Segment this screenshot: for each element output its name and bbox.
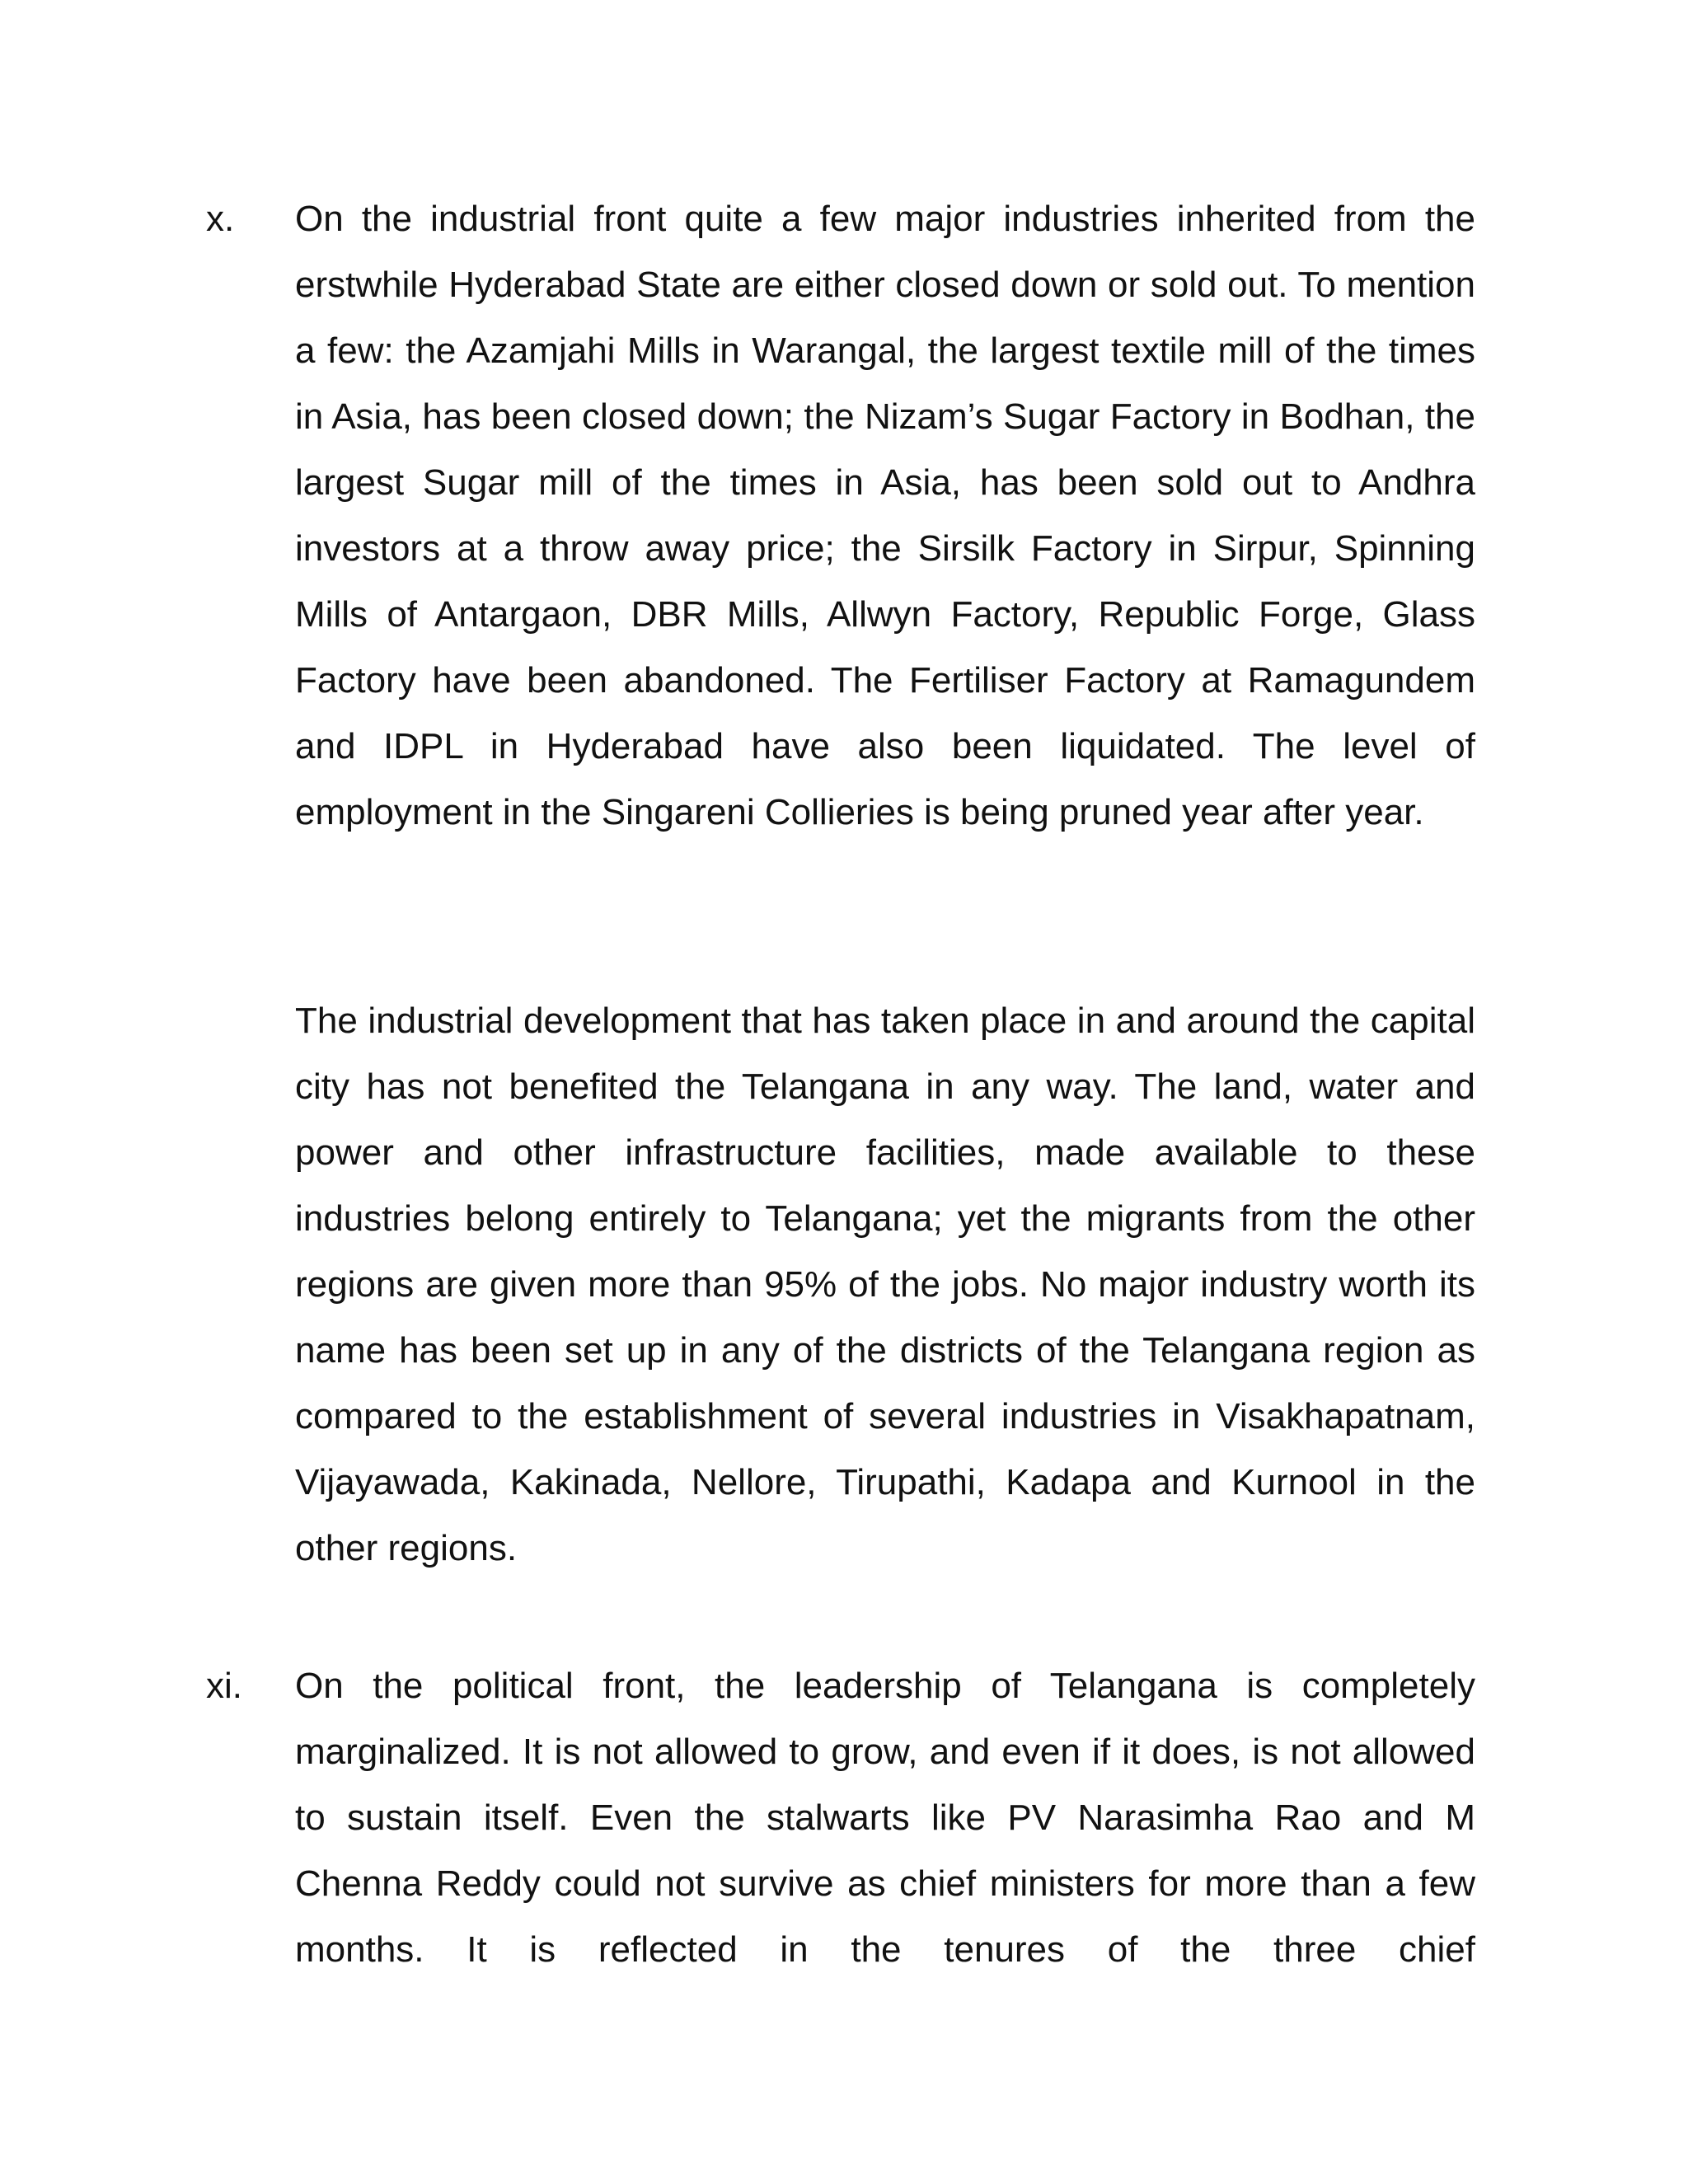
- paragraph: The industrial development that has taken place in and around the capital city has not benefited the Telangana in any way. The land, water and power and other infrastructure facilities, made available to these industries belong entirely to Telangana; yet the migrants from the other regions are given more than 95% of the jobs. No major industry worth its name has been set up in any of the districts of the Telangana region as compared to the establishment of several industries in Visakhapatnam, Vijayawada, Kakinada, Nellore, Tirupathi, Kadapa and Kurnool in the other regions.: [295, 1001, 1475, 1568]
- list-marker: x.: [206, 199, 235, 239]
- paragraph: On the industrial front quite a few major industries inherited from the erstwhile Hyderabad State are either closed down or sold out. To mention a few: the Azamjahi Mills in Warangal, the largest textile mill of the times in Asia, has been closed down; the Nizam’s Sugar Factory in Bodhan, the largest Sugar mill of the times in Asia, has been sold out to Andhra investors at a throw away price; the Sirsilk Factory in Sirpur, Spinning Mills of Antargaon, DBR Mills, Allwyn Factory, Republic Forge, Glass Factory have been abandoned. The Fertiliser Factory at Ramagundem and IDPL in Hyderabad have also been liquidated. The level of employment in the Singareni Collieries is being pruned year after year.: [295, 199, 1475, 832]
- list-marker: xi.: [206, 1666, 242, 1706]
- paragraph: On the political front, the leadership of Telangana is completely marginalized. It is not allowed to grow, and even if it does, is not allowed to sustain itself. Even the stalwarts like PV Narasimha Rao and M Chenna Reddy could not survive as chief ministers for more than a few months. It is reflected in the tenures of the three chief: [295, 1666, 1475, 1970]
